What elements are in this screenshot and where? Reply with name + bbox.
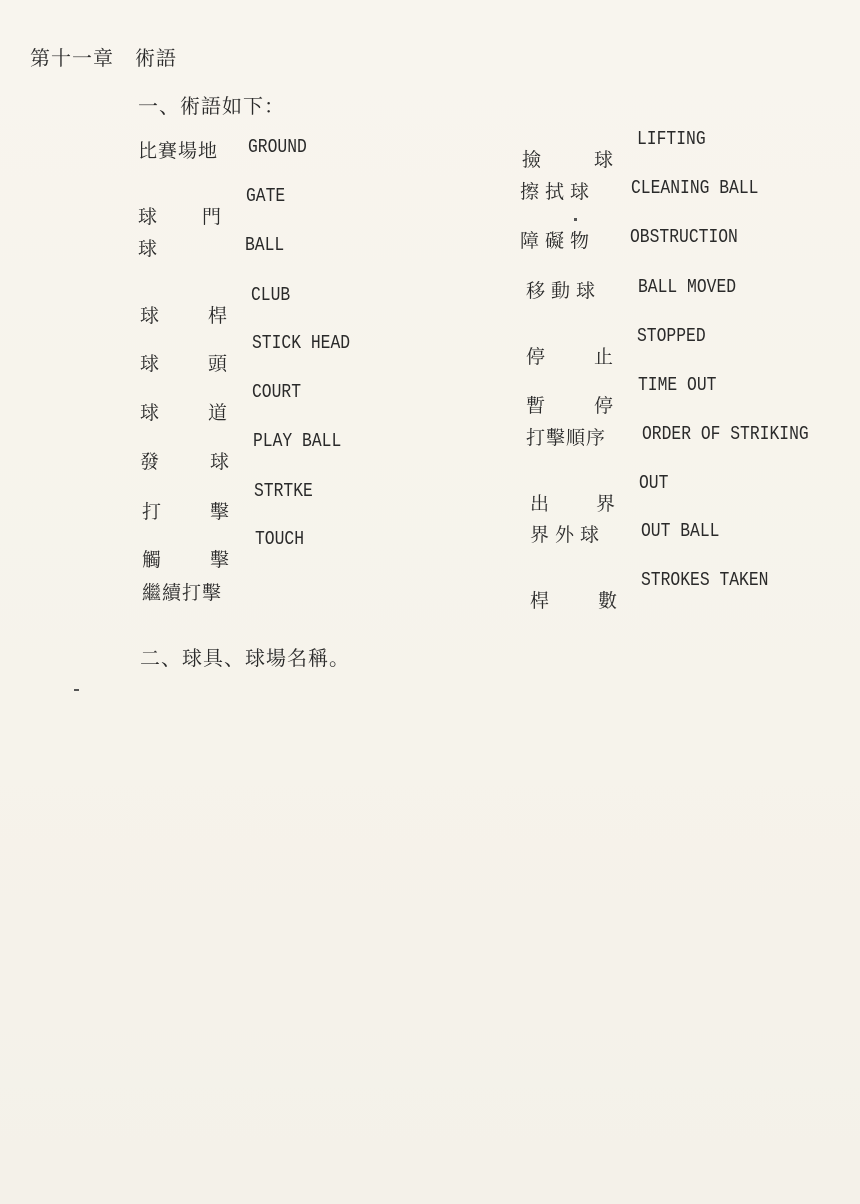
term-english: OUT BALL: [641, 520, 720, 542]
term-english: STICK HEAD: [252, 332, 351, 354]
term-english: STRTKE: [254, 480, 313, 502]
term-english: STROKES TAKEN: [641, 569, 769, 591]
term-english: ORDER OF STRIKING: [642, 423, 809, 445]
term-chinese: 界外球: [530, 524, 606, 546]
section-heading-terms: 一、術語如下：: [138, 94, 285, 118]
term-english: PLAY BALL: [253, 430, 342, 452]
document-page: 第十一章 術語 一、術語如下： 比賽場地 GROUND 球 門 GATE 球 BALL 球 桿 CLUB 球 頭 STICK HEAD 球 道 COURT 發 球 PLAY BALL 打 擊 STRTKE 觸 擊 TOUCH 繼續打擊 撿 球 LIFTING 擦拭球 CLEANING BALL 障礙物 OBSTRUCTION 移動球 BALL MOVED 停 止 STOPPED 暫 停 TIME OUT 打擊順序 ORDER OF STRIKING 出 界 OUT 界外球 OUT BALL 桿 數 STROKES TAKEN 二、球具、球場名稱。: [0, 0, 860, 1204]
term-chinese: 打擊順序: [526, 427, 607, 449]
term-chinese: 擦拭球: [520, 181, 596, 203]
term-english: OUT: [639, 472, 669, 494]
term-row: [520, 226, 738, 253]
term-english: BALL: [245, 234, 285, 256]
term-english: TOUCH: [255, 528, 305, 550]
term-chinese: 障礙物: [520, 230, 596, 252]
term-row: [138, 234, 285, 261]
term-chinese: 球: [138, 238, 159, 260]
term-row: [520, 177, 759, 204]
section-heading-equipment: 二、球具、球場名稱。: [140, 646, 350, 670]
term-chinese: 繼續打擊: [142, 582, 223, 604]
term-chinese: 比賽場地: [138, 140, 219, 162]
term-row: [530, 520, 720, 547]
term-english: LIFTING: [637, 128, 706, 150]
term-english: GROUND: [248, 136, 307, 158]
term-chinese: 移動球: [526, 280, 602, 302]
chapter-title: 第十一章 術語: [30, 46, 177, 70]
term-english: BALL MOVED: [638, 276, 737, 298]
term-row: [526, 276, 737, 303]
ink-speck: [74, 689, 79, 691]
term-english: COURT: [252, 381, 302, 403]
term-row: [138, 136, 307, 163]
term-row: [526, 423, 809, 450]
term-english: TIME OUT: [638, 374, 717, 396]
ink-speck: [574, 218, 577, 221]
term-english: STOPPED: [637, 325, 706, 347]
term-english: GATE: [246, 185, 286, 207]
term-english: CLUB: [251, 284, 291, 306]
term-row: [142, 578, 222, 605]
term-english: CLEANING BALL: [631, 177, 759, 199]
term-english: OBSTRUCTION: [630, 226, 738, 248]
